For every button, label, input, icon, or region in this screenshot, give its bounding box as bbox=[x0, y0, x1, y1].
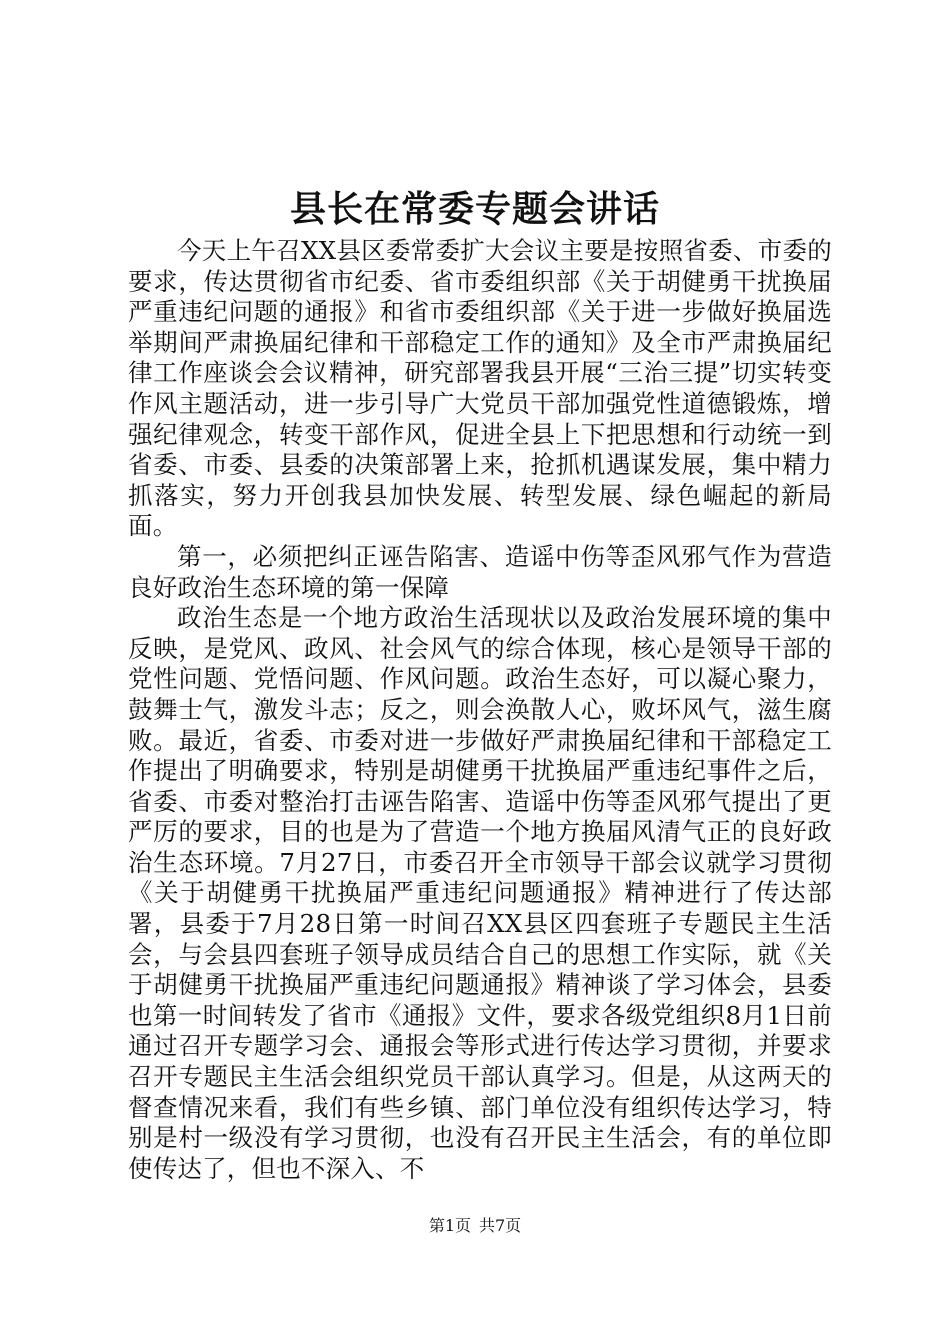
document-body bbox=[128, 236, 832, 1184]
page-title: 县长在常委专题会讲话 bbox=[289, 188, 660, 230]
paragraph-section-heading: 第一，必须把纠正诬告陷害、造谣中伤等歪风邪气作为营造良好政治生态环境的第一保障 bbox=[128, 541, 832, 602]
page-footer bbox=[0, 1215, 950, 1237]
paragraph-intro: 今天上午召XX县区委常委扩大会议主要是按照省委、市委的要求，传达贯彻省市纪委、省市委组织部《关于胡健勇干扰换届严重违纪问题的通报》和省市委组织部《关于进一步做好换届选举期间严肃换届纪律和干部稳定工作的通知》及全市严肃换届纪律工作座谈会会议精神，研究部署我县开展“三治三提”切实转变作风主题活动，进一步引导广大党员干部加强党性道德锻炼，增强纪律观念，转变干部作风，促进全县上下把思想和行动统一到省委、市委、县委的决策部署上来，抢抓机遇谋发展，集中精力抓落实，努力开创我县加快发展、转型发展、绿色崛起的新局面。 bbox=[128, 236, 832, 541]
page-number-total: 共7页 bbox=[479, 1216, 522, 1235]
page-number-current: 第1页 bbox=[428, 1216, 471, 1235]
paragraph-political-ecology: 政治生态是一个地方政治生活现状以及政治发展环境的集中反映，是党风、政风、社会风气的综合体现，核心是领导干部的党性问题、党悟问题、作风问题。政治生态好，可以凝心聚力，鼓舞士气，激发斗志；反之，则会涣散人心，败坏风气，滋生腐败。最近，省委、市委对进一步做好严肃换届纪律和干部稳定工作提出了明确要求，特别是胡健勇干扰换届严重违纪事件之后，省委、市委对整治打击诬告陷害、造谣中伤等歪风邪气提出了更严厉的要求，目的也是为了营造一个地方换届风清气正的良好政治生态环境。7月27日，市委召开全市领导干部会议就学习贯彻《关于胡健勇干扰换届严重违纪问题通报》精神进行了传达部署，县委于7月28日第一时间召XX县区四套班子专题民主生活会，与会县四套班子领导成员结合自己的思想工作实际，就《关于胡健勇干扰换届严重违纪问题通报》精神谈了学习体会，县委也第一时间转发了省市《通报》文件，要求各级党组织8月1日前通过召开专题学习会、通报会等形式进行传达学习贯彻，并要求召开专题民主生活会组织党员干部认真学习。但是，从这两天的督查情况来看，我们有些乡镇、部门单位没有组织传达学习，特别是村一级没有学习贯彻，也没有召开民主生活会，有的单位即使传达了，但也不深入、不 bbox=[128, 603, 832, 1183]
